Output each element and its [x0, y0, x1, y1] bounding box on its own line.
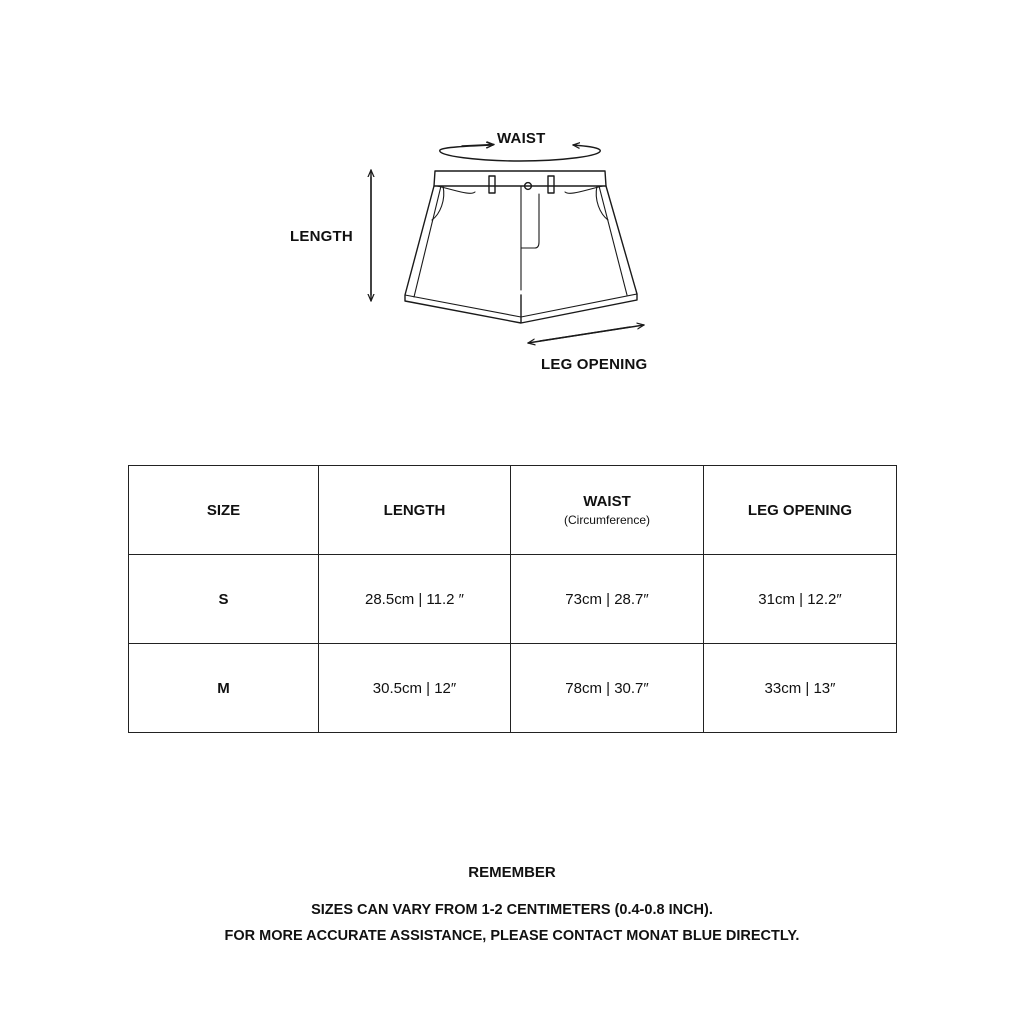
cell-length: 30.5cm | 12″	[319, 644, 511, 733]
footer-line-2: FOR MORE ACCURATE ASSISTANCE, PLEASE CONTACT MONAT BLUE DIRECTLY.	[224, 928, 800, 944]
cell-leg-opening: 31cm | 12.2″	[704, 555, 897, 644]
leg-opening-arrow	[528, 325, 644, 343]
header-waist	[511, 466, 704, 555]
leg-opening-label: LEG OPENING	[541, 356, 648, 373]
footer-note	[0, 864, 1024, 949]
cell-waist: 73cm | 28.7″	[511, 555, 704, 644]
table-row	[129, 644, 897, 733]
header-leg-opening: LEG OPENING	[704, 466, 897, 555]
size-table	[128, 465, 897, 733]
cell-length: 28.5cm | 11.2 ″	[319, 555, 511, 644]
header-size: SIZE	[129, 466, 319, 555]
cell-leg-opening: 33cm | 13″	[704, 644, 897, 733]
cell-waist: 78cm | 30.7″	[511, 644, 704, 733]
measurement-diagram	[0, 0, 1024, 400]
header-waist-sub: (Circumference)	[563, 513, 650, 527]
header-waist-label: WAIST	[583, 493, 631, 510]
footer-title: REMEMBER	[468, 864, 556, 881]
waist-label: WAIST	[497, 130, 546, 147]
table-row	[129, 555, 897, 644]
table-header-row	[129, 466, 897, 555]
header-length: LENGTH	[319, 466, 511, 555]
shorts-outline-icon	[0, 0, 1024, 400]
footer-line-1: SIZES CAN VARY FROM 1-2 CENTIMETERS (0.4-0.8 INCH).	[311, 902, 713, 918]
cell-size: S	[129, 555, 319, 644]
cell-size: M	[129, 644, 319, 733]
shorts-body	[405, 171, 637, 323]
length-label: LENGTH	[290, 228, 353, 245]
